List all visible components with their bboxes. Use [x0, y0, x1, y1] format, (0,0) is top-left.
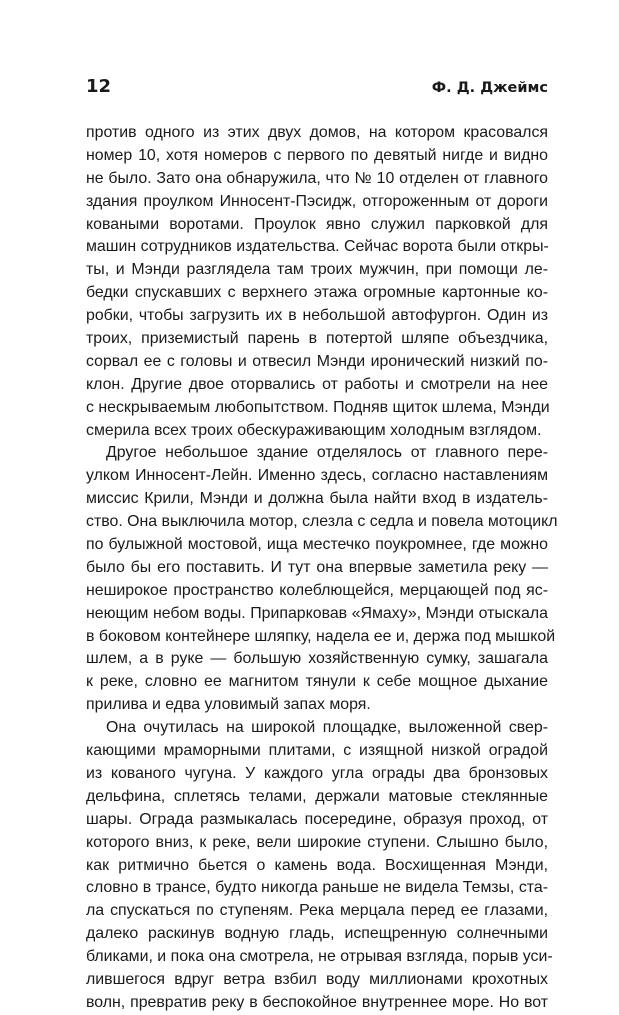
text-line: не было. Зато она обнаружила, что № 10 отделен от главного: [86, 169, 548, 187]
text-line: миссис Крили, Мэнди и должна была найти вход в издатель-: [86, 490, 548, 508]
text-line: шлем, а в руке — большую хозяйственную сумку, зашагала: [86, 650, 548, 668]
text-line: ты, и Мэнди разглядела там троих мужчин, при помощи ле-: [86, 261, 548, 279]
text-line: машин сотрудников издательства. Сейчас ворота были откры-: [86, 238, 549, 256]
text-line: бедки спускавших с верхнего этажа огромные картонные ко-: [86, 284, 548, 302]
text-line: шары. Ограда размыкалась посередине, образуя проход, от: [86, 810, 548, 828]
book-page: [86, 76, 558, 1015]
text-line: волн, превратив реку в беспокойное внутреннее море. Но вот: [86, 993, 548, 1011]
text-line: дельфина, сплетясь телами, держали матовые стеклянные: [86, 787, 548, 805]
text-line: как ритмично бьется о камень вода. Восхищенная Мэнди,: [86, 856, 548, 874]
text-line: клон. Другие двое оторвались от работы и смотрели на нее: [86, 375, 548, 393]
text-line: прилива и едва уловимый запах моря.: [86, 696, 371, 714]
running-head: [86, 76, 548, 106]
text-line: кающими мраморными плитами, с изящной низкой оградой: [86, 742, 548, 760]
text-line: ла спускаться по ступеням. Река мерцала перед ее глазами,: [86, 902, 548, 920]
text-line: улком Инносент-Лейн. Именно здесь, согласно наставлениям: [86, 467, 548, 485]
text-line: неющим небом воды. Припарковав «Ямаху», Мэнди отыскала: [86, 604, 548, 622]
text-line: было бы его поставить. И тут она впервые заметила реку —: [86, 558, 548, 576]
text-line: робки, чтобы загрузить их в небольшой автофургон. Один из: [86, 307, 548, 325]
text-line: по булыжной мостовой, ища местечко поукромнее, где можно: [86, 536, 548, 554]
text-line: лившегося вдруг ветра взбил воду миллионами крохотных: [86, 970, 548, 988]
text-line: бликами, и пока она смотрела, не отрывая взгляда, порыв уси-: [86, 948, 553, 966]
running-head-author: Ф. Д. Джеймс: [431, 80, 548, 96]
text-line: неширокое пространство колеблющейся, мерцающей под яс-: [86, 581, 548, 599]
text-line: к реке, словно ее магнитом тянули к себе мощное дыхание: [86, 673, 548, 691]
text-line: против одного из этих двух домов, на котором красовался: [86, 124, 548, 141]
body-text: [86, 122, 558, 1015]
text-line: словно в трансе, будто никогда раньше не видела Темзы, ста-: [86, 879, 548, 897]
text-line: Другое небольшое здание отделялось от главного пере-: [106, 444, 548, 462]
text-line: из кованого чугуна. У каждого угла ограды два бронзовых: [86, 764, 548, 782]
text-line: Она очутилась на широкой площадке, выложенной свер-: [106, 719, 548, 737]
text-line: троих, приземистый парень в потертой шляпе объездчика,: [86, 330, 548, 348]
text-line: здания проулком Инносент-Пэсидж, отгороженным от дороги: [86, 192, 548, 210]
text-line: с нескрываемым любопытством. Подняв щиток шлема, Мэнди: [86, 398, 550, 416]
text-line: сорвал ее с головы и отвесил Мэнди иронический низкий по-: [86, 352, 548, 370]
text-line: коваными воротами. Проулок явно служил парковкой для: [86, 215, 548, 233]
text-line: в боковом контейнере шляпку, надела ее и, держа под мышкой: [86, 627, 556, 645]
text-line: далеко раскинув водную гладь, испещренную солнечными: [86, 925, 548, 943]
text-line: которого вниз, к реке, вели широкие ступени. Слышно было,: [86, 833, 548, 851]
text-line: ство. Она выключила мотор, слезла с седла и повела мотоцикл: [86, 513, 558, 531]
text-line: номер 10, хотя номеров с первого по девятый нигде и видно: [86, 146, 548, 164]
page-number: 12: [86, 76, 112, 97]
text-line: смерила всех троих обескураживающим холодным взглядом.: [86, 421, 542, 439]
